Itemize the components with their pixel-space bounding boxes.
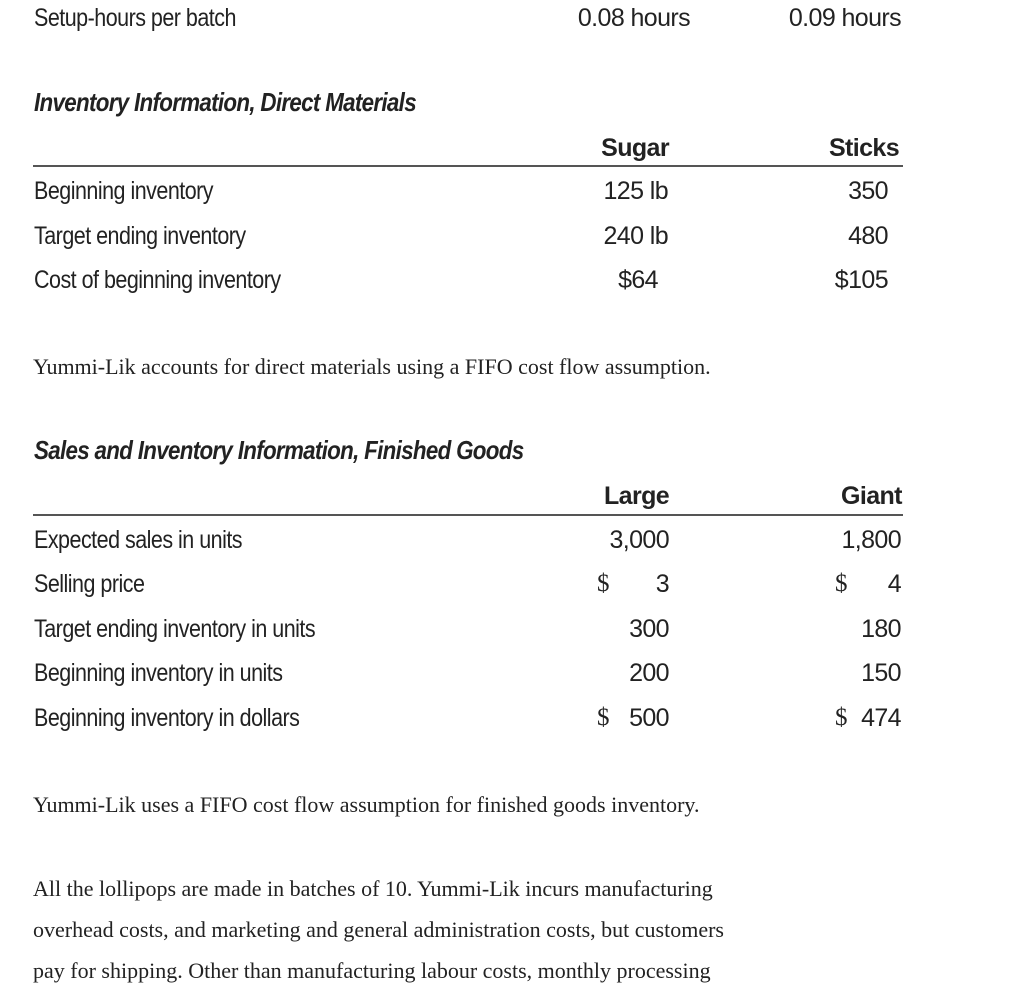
row-sticks: 350 [848,177,888,205]
finished-goods-title: Sales and Inventory Information, Finished Goods [34,435,524,465]
row-label: Beginning inventory in units [34,659,283,687]
direct-materials-title: Inventory Information, Direct Materials [34,87,416,117]
paragraph-finished-goods-fifo: Yummi-Lik uses a FIFO cost flow assumption for finished goods inventory. [33,792,700,817]
row-giant: 180 [861,615,901,643]
table-row [30,518,905,562]
row-sticks: $105 [834,266,888,294]
paragraph-materials-fifo: Yummi-Lik accounts for direct materials using a FIFO cost flow assumption. [33,354,711,379]
row-sticks: 480 [848,222,888,250]
setup-row-large: 0.08 hours [577,4,690,32]
row-label: Beginning inventory in dollars [34,704,300,732]
row-label: Target ending inventory [34,222,246,250]
setup-row [30,0,905,40]
col-head-sugar: Sugar [601,134,669,162]
row-giant: 150 [861,659,901,687]
finished-goods-rule [33,514,903,516]
row-giant: 1,800 [841,526,901,554]
col-head-large: Large [604,482,670,510]
paragraph-line: All the lollipops are made in batches of 10. Yummi-Lik incurs manufacturing [33,876,713,901]
row-sugar: $64 [618,266,658,294]
col-head-sticks: Sticks [828,134,899,162]
row-large: 500 [629,704,669,732]
row-giant-symbol: $ [835,704,848,731]
row-giant: 474 [861,704,901,732]
paragraph-line: pay for shipping. Other than manufacturing labour costs, monthly processing [33,958,711,983]
table-row [30,607,905,651]
table-row [30,562,905,606]
row-sugar: 125 lb [603,177,668,205]
row-large: 3 [655,570,669,598]
table-row [30,169,905,213]
row-large: 200 [629,659,669,687]
paragraph-line: overhead costs, and marketing and general administration costs, but customers [33,917,724,942]
table-row [30,258,905,302]
row-label: Target ending inventory in units [34,615,316,643]
table-row [30,214,905,258]
row-giant-symbol: $ [835,570,848,597]
paragraph-batches [33,868,913,991]
table-row [30,651,905,695]
row-label: Selling price [34,570,145,598]
row-large-symbol: $ [597,704,610,731]
row-label: Expected sales in units [34,526,243,554]
row-large-symbol: $ [597,570,610,597]
col-head-giant: Giant [841,482,902,510]
row-label: Beginning inventory [34,177,214,205]
direct-materials-rule [33,165,903,167]
row-giant: 4 [887,570,901,598]
setup-row-label: Setup-hours per batch [34,4,236,32]
row-large: 300 [629,615,669,643]
row-label: Cost of beginning inventory [34,266,281,294]
row-sugar: 240 lb [603,222,668,250]
row-large: 3,000 [609,526,669,554]
table-row [30,696,905,740]
setup-row-giant: 0.09 hours [788,4,901,32]
